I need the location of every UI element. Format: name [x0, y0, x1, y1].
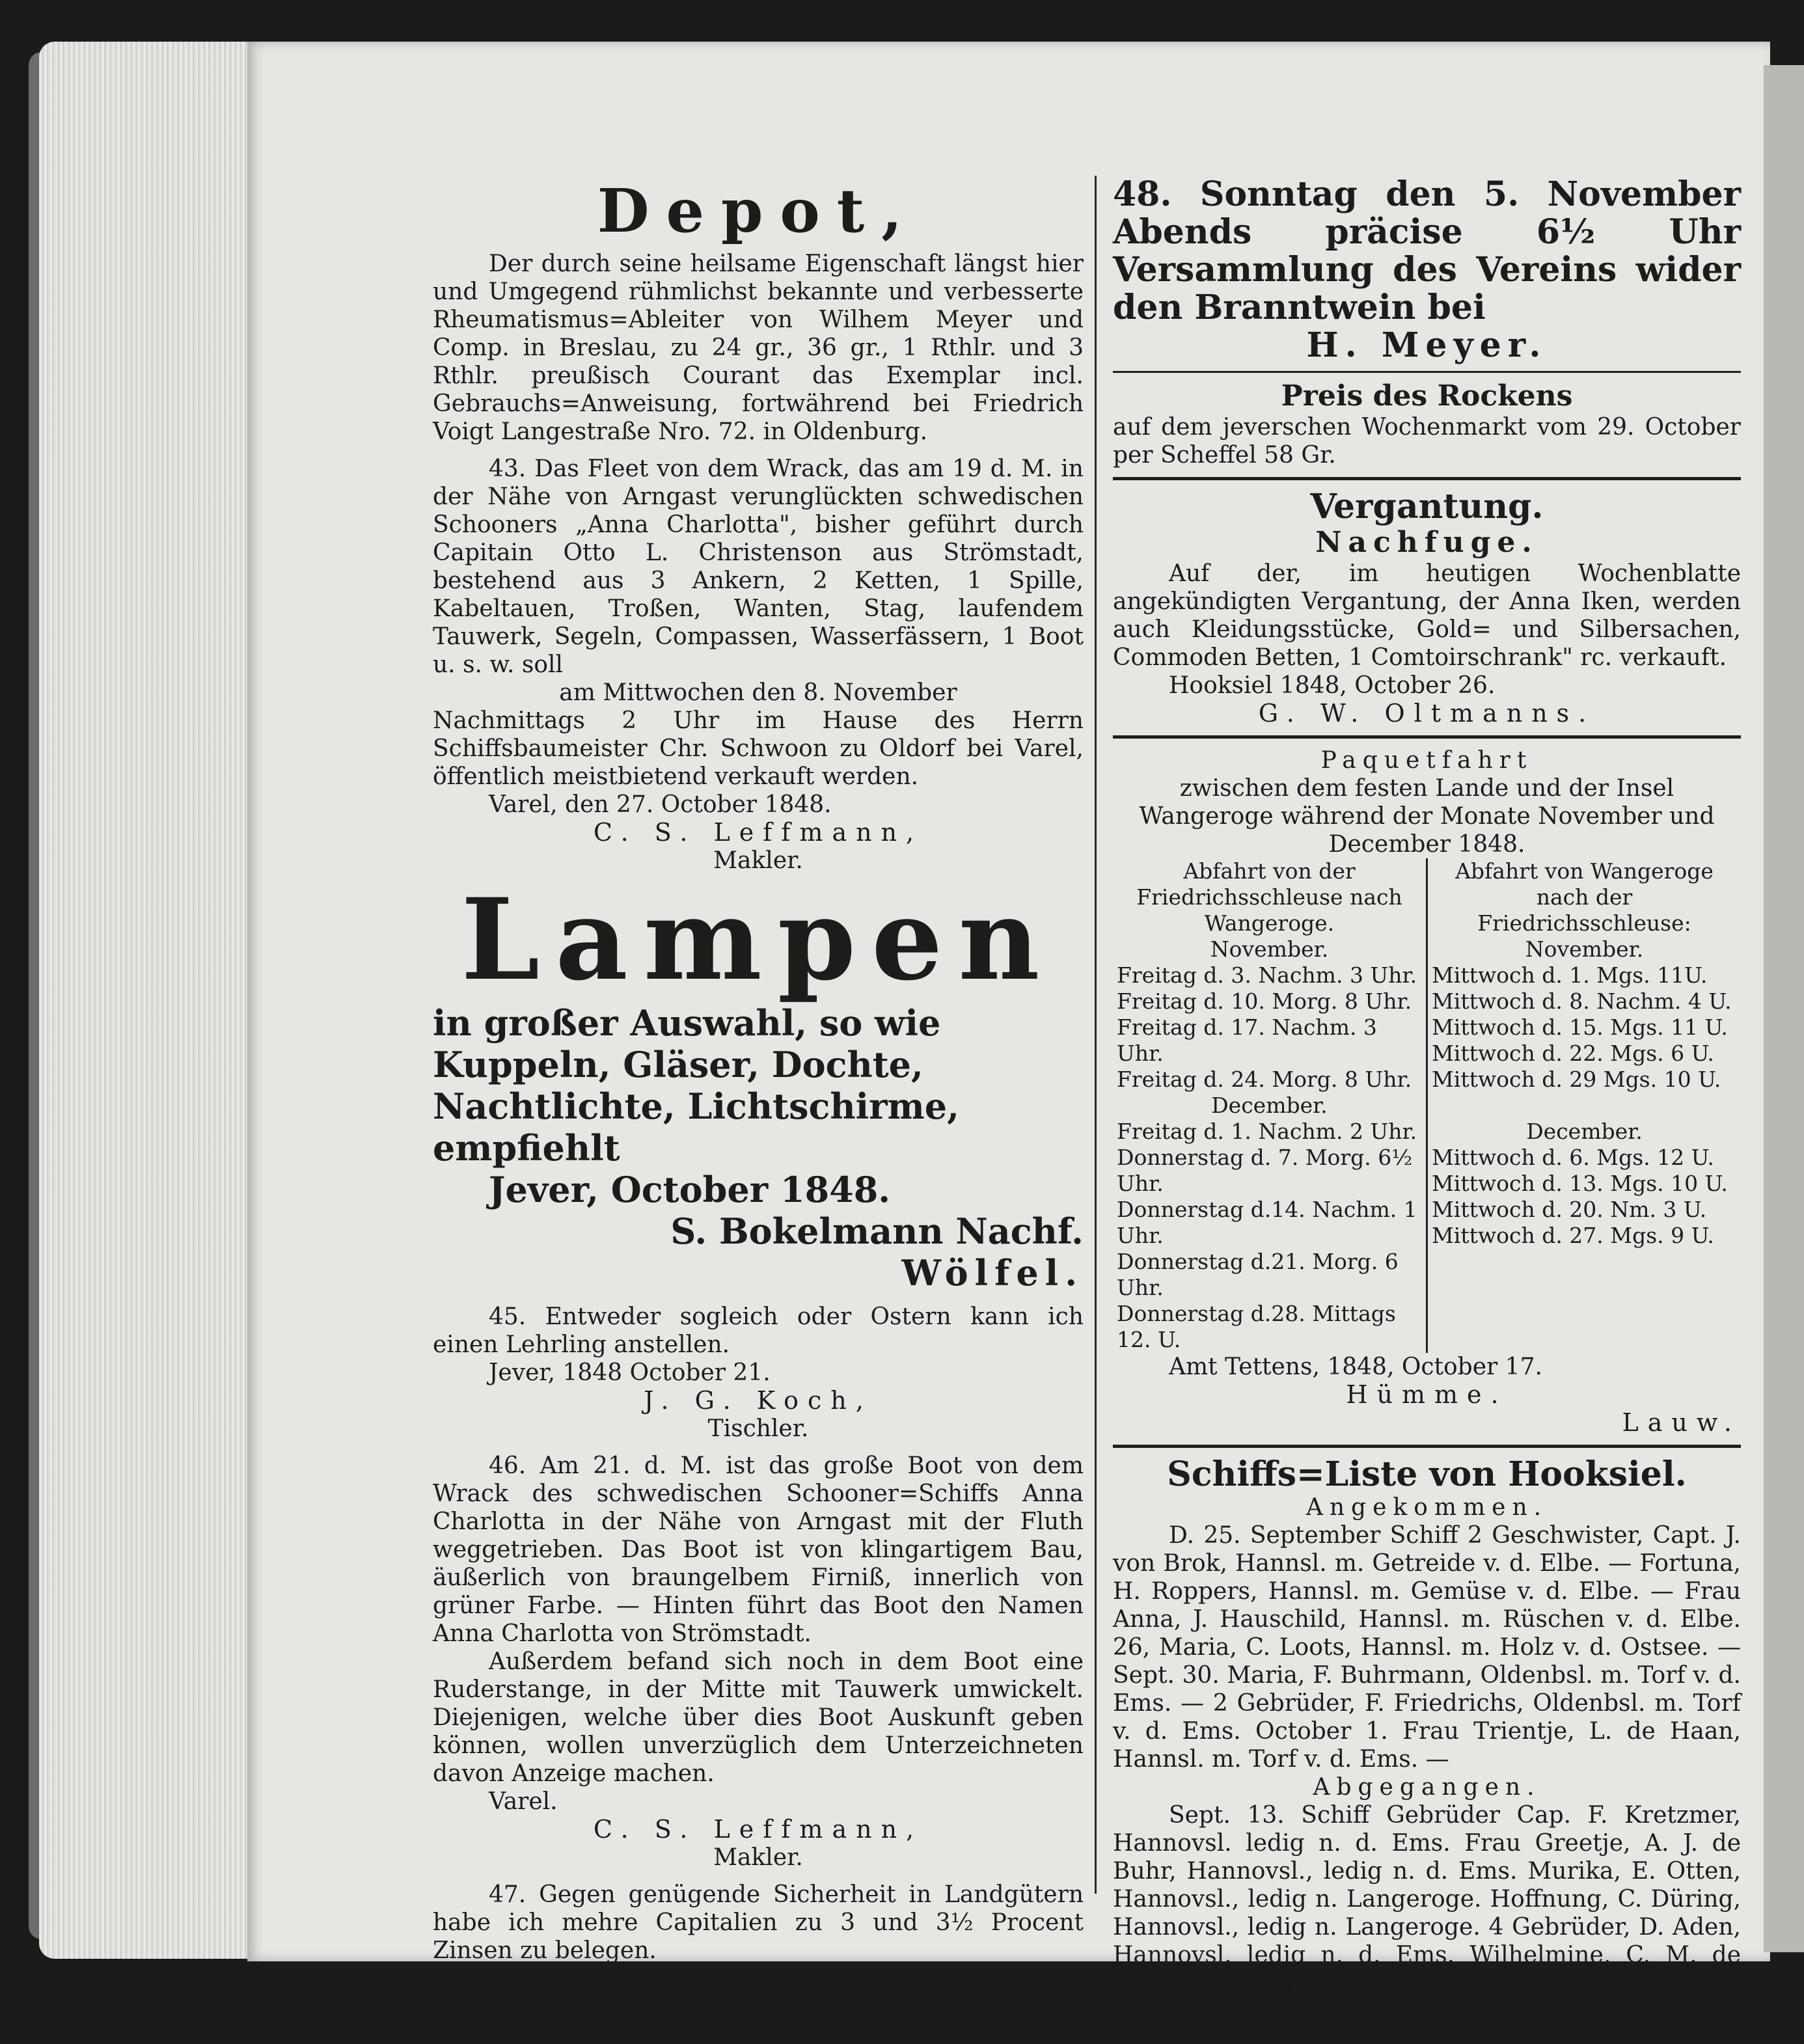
divider [1113, 477, 1741, 480]
schedule-entry: Mittwoch d. 20. Nm. 3 U. [1432, 1197, 1707, 1222]
lampen-place: Jever, October 1848. [489, 1169, 891, 1210]
notice-45-text: 45. Entweder sogleich oder Ostern kann ich einen Lehrling anstellen. [433, 1303, 1084, 1358]
notice-46-signature: C. S. Leffmann, [593, 1815, 923, 1844]
vergantung-title: Vergantung. [1310, 487, 1544, 526]
schedule-entry: Mittwoch d. 6. Mgs. 12 U. [1432, 1145, 1714, 1170]
adjacent-page-edge [1764, 65, 1804, 1952]
notice-43-signature: C. S. Leffmann, [593, 818, 923, 847]
schedule-entry: Mittwoch d. 27. Mgs. 9 U. [1432, 1223, 1714, 1248]
abgegangen-heading: Abgegangen. [1313, 1774, 1541, 1801]
divider [1113, 371, 1741, 373]
angekommen-heading: Angekommen. [1305, 1494, 1548, 1521]
right-column [1113, 176, 1741, 1997]
notice-43-text: 43. Das Fleet von dem Wrack, das am 19 d. M. in der Nähe von Arngast verunglückten schwedischen Schooners „Anna Charlotta", bisher geführt durch Capitain Otto L. Christenson aus Strömstadt, bestehend aus 3 Ankern, 2 Ketten, 1 Spille, Kabeltauen, Troßen, Wanten, Stag, laufendem Tauwerk, Segeln, Compassen, Wasserfässern, 1 Boot u. s. w. soll [433, 456, 1084, 678]
lampen-signature: Wölfel. [901, 1252, 1084, 1294]
schedule-entry: Mittwoch d. 29 Mgs. 10 U. [1432, 1067, 1721, 1092]
schedule-month-label: November. [1525, 936, 1644, 962]
schedule-month-label: December. [1526, 1119, 1643, 1144]
notice-43-text2: Nachmittags 2 Uhr im Hause des Herrn Schiffsbaumeister Chr. Schwoon zu Oldorf bei Varel, öffentlich meistbietend verkauft werden. [433, 707, 1084, 790]
book-page-edges [39, 42, 254, 1959]
notice-46-text2: Außerdem befand sich noch in dem Boot eine Ruderstange, in der Mitte mit Tauwerk umwickelt. Diejenigen, welche über dies Boot Auskunft geben können, wollen unverzüglich dem Unterzeichneten davon Anzeige machen. [433, 1648, 1084, 1787]
notice-43-role: Makler. [713, 847, 803, 874]
schedule-month-label: November. [1113, 936, 1427, 962]
schedule-entry: Mittwoch d. 13. Mgs. 10 U. [1432, 1171, 1728, 1196]
schedule-entry: Mittwoch d. 22. Mgs. 6 U. [1432, 1041, 1714, 1066]
schedule-entry: Freitag d. 24. Morg. 8 Uhr. [1117, 1067, 1412, 1092]
schedule-right-nov [1427, 962, 1742, 1119]
notice-45-place: Jever, 1848 October 21. [489, 1359, 771, 1386]
notice-43-date: am Mittwochen den 8. November [559, 679, 957, 706]
schiffs-liste-title: Schiffs=Liste von Hooksiel. [1167, 1454, 1687, 1494]
rocken-title: Preis des Rockens [1281, 379, 1573, 413]
notice-48-signature: H. Meyer. [1306, 325, 1548, 365]
notice-47-text: 47. Gegen genügende Sicherheit in Landgütern habe ich mehre Capitalien zu 3 und 3½ Procent Zinsen zu belegen. [433, 1881, 1084, 1964]
notice-46-role: Makler. [713, 1844, 803, 1871]
angekommen-text: D. 25. September Schiff 2 Geschwister, Capt. J. von Brok, Hannsl. m. Getreide v. d. Elbe. — Fortuna, H. Roppers, Hannsl. m. Gemüse v. d. Elbe. — Frau Anna, J. Hauschild, Hannsl. m. Rüschen v. d. Elbe. 26, Maria, C. Loots, Hannsl. m. Holz v. d. Ostsee. — Sept. 30. Maria, F. Buhrmann, Oldenbsl. m. Torf v. d. Ems. — 2 Gebrüder, F. Friedrichs, Oldenbsl. m. Torf v. d. Ems. October 1. Frau Trientje, L. de Haan, Hannsl. m. Torf v. d. Ems. — [1113, 1522, 1741, 1773]
paquet-signature-1: Hümme. [1346, 1380, 1508, 1409]
schedule-entry: Mittwoch d. 1. Mgs. 11U. [1432, 962, 1708, 988]
divider [1113, 1445, 1741, 1448]
notice-45-role: Tischler. [707, 1415, 809, 1442]
divider [1113, 735, 1741, 739]
notice-47-signature: Vogts. [692, 1964, 824, 1993]
schedule-entry: Freitag d. 10. Morg. 8 Uhr. [1117, 988, 1412, 1014]
paquet-subtitle: zwischen dem festen Lande und der Insel Wangeroge während der Monate November und December 1848. [1139, 775, 1715, 858]
lampen-firm: S. Bokelmann Nachf. [670, 1210, 1084, 1252]
notice-45-signature: J. G. Koch, [644, 1386, 873, 1415]
notice-43-place: Varel, den 27. October 1848. [489, 791, 832, 818]
abgegangen-text: Sept. 13. Schiff Gebrüder Cap. F. Kretzmer, Hannovsl. ledig n. d. Ems. Frau Greetje, A. J. de Buhr, Hannovsl., ledig n. d. Ems. Murika, E. Otten, Hannovsl., ledig n. Langeroge. Hoffnung, C. Düring, Hannovsl., ledig n. Langeroge. 4 Gebrüder, D. Aden, Hannovsl. ledig n. d. Ems. Wilhelmine, C. M. de Fromme, Oldenbsl. m. Getraide n. England. — [1113, 1802, 1741, 1996]
lampen-title: Lampen [461, 873, 1056, 1005]
schedule-entry: Donnerstag d.14. Nachm. 1 Uhr. [1117, 1197, 1417, 1248]
schedule-right-head: Abfahrt von Wangeroge nach der Friedrichsschleuse: [1455, 858, 1714, 936]
vergantung-text: Auf der, im heutigen Wochenblatte angekündigten Vergantung, der Anna Iken, werden auch Kleidungsstücke, Gold= und Silbersachen, Commoden Betten, 1 Comtoirschrank" rc. verkauft. [1113, 560, 1741, 671]
schedule-month-label: December. [1211, 1093, 1328, 1118]
schedule-left-nov [1113, 962, 1427, 1119]
paquet-place: Amt Tettens, 1848, October 17. [1169, 1354, 1542, 1380]
notice-46-text: 46. Am 21. d. M. ist das große Boot von dem Wrack des schwedischen Schooner=Schiffs Anna Charlotta in der Nähe von Arngast mit der Fluth weggetrieben. Das Boot ist von klingartigem Bau, äußerlich von braungelbem Firniß, innerlich von grüner Farbe. — Hinten führt das Boot den Namen Anna Charlotta von Strömstadt. [433, 1452, 1084, 1647]
schedule-entry: Donnerstag d. 7. Morg. 6½ Uhr. [1117, 1145, 1413, 1196]
rocken-text: auf dem jeverschen Wochenmarkt vom 29. October per Scheffel 58 Gr. [1113, 414, 1741, 469]
vergantung-signature: G. W. Oltmanns. [1258, 699, 1596, 728]
notice-46-place: Varel. [489, 1788, 558, 1815]
vergantung-subtitle: Nachfuge. [1315, 526, 1538, 559]
schedule-entry: Mittwoch d. 15. Mgs. 11 U. [1432, 1015, 1728, 1040]
depot-title: Depot, [597, 176, 920, 246]
schedule-right-dec [1427, 1119, 1742, 1353]
paquet-title: Paquetfahrt [1320, 747, 1533, 774]
schedule-entry: Donnerstag d.21. Morg. 6 Uhr. [1117, 1249, 1399, 1300]
vergantung-place: Hooksiel 1848, October 26. [1169, 672, 1496, 699]
paquet-signature-2: Lauw. [1622, 1408, 1741, 1437]
notice-48-text: 48. Sonntag den 5. November Abends präcise 6½ Uhr Versammlung des Vereins wider den Branntwein bei [1113, 174, 1741, 327]
paquet-schedule-table [1113, 858, 1741, 1353]
schedule-left-head: Abfahrt von der Friedrichsschleuse nach Wangeroge. [1113, 858, 1427, 936]
schedule-entry: Freitag d. 3. Nachm. 3 Uhr. [1117, 962, 1417, 988]
column-divider [1095, 176, 1097, 1894]
schedule-left-dec [1113, 1119, 1427, 1353]
schedule-entry: Freitag d. 17. Nachm. 3 Uhr. [1117, 1015, 1377, 1066]
schedule-entry: Mittwoch d. 8. Nachm. 4 U. [1432, 988, 1732, 1014]
depot-text: Der durch seine heilsame Eigenschaft längst hier und Umgegend rühmlichst bekannte und verbesserte Rheumatismus=Ableiter von Wilhem Meyer und Comp. in Breslau, zu 24 gr., 36 gr., 1 Rthlr. und 3 Rthlr. preußisch Courant das Exemplar incl. Gebrauchs=Anweisung, fortwährend bei Friedrich Voigt Langestraße Nro. 72. in Oldenburg. [433, 251, 1084, 445]
schedule-entry: Donnerstag d.28. Mittags 12. U. [1117, 1301, 1396, 1352]
left-column [433, 176, 1084, 1993]
schedule-entry: Freitag d. 1. Nachm. 2 Uhr. [1117, 1119, 1417, 1144]
lampen-text: in großer Auswahl, so wie Kuppeln, Gläser, Dochte, Nachtlichte, Lichtschirme, empfiehlt [433, 1002, 959, 1169]
